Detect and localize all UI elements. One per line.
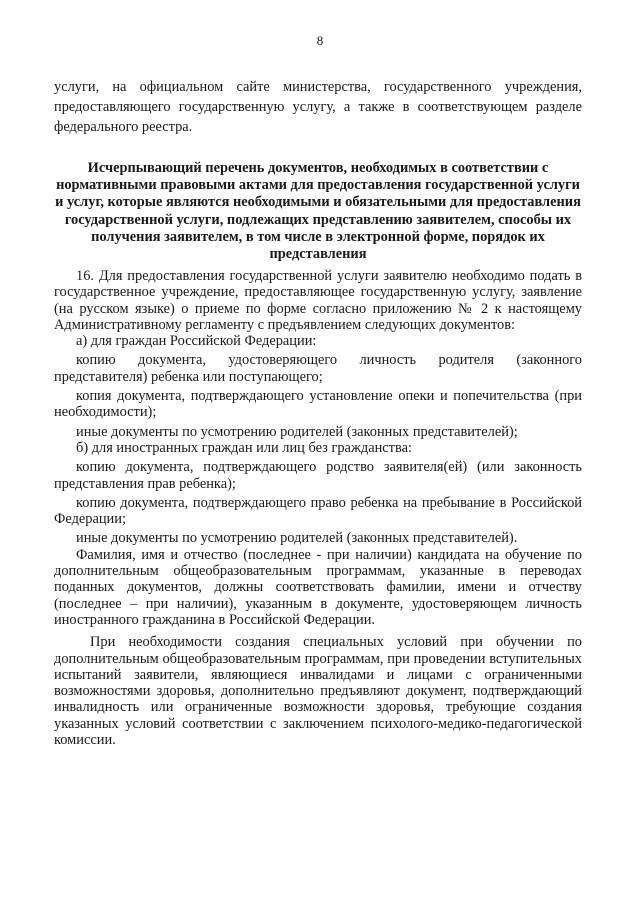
list-item-foreigners: б) для иностранных граждан или лиц без гражданства:: [76, 439, 412, 456]
list-item: копию документа, подтверждающего право ребенка на пребывание в Российской Федерации;: [54, 494, 582, 528]
list-item: копия документа, подтверждающего установление опеки и попечительства (при необходимости);: [54, 388, 582, 421]
list-item: копию документа, подтверждающего родство заявителя(ей) (или законность представления прав ребенка);: [54, 459, 582, 492]
page-number: 8: [316, 33, 324, 48]
list-item: копию документа, удостоверяющего личность родителя (законного представителя) ребенка или поступающего;: [54, 352, 582, 385]
name-requirements-paragraph: Фамилия, имя и отчество (последнее - при наличии) кандидата на обучение по дополнительным общеобразовательным программам, указанные в переводах поданных документов, должны соответствовать фамилии, имени и отчеству (последнее – при наличии), указанным в документе, удостоверяющем личность иностранного гражданина в Российской Федерации.: [54, 546, 582, 628]
paragraph-16: 16. Для предоставления государственной услуги заявителю необходимо подать в государственное учреждение, предоставляющее государственную услугу, заявление (на русском языке) о приеме по форме согласно приложению № 2 к настоящему Административному регламенту с предъявлением следующих документов:: [54, 268, 582, 333]
list-item: иные документы по усмотрению родителей (законных представителей).: [76, 530, 518, 547]
list-item-citizens: а) для граждан Российской Федерации:: [76, 333, 317, 350]
special-conditions-paragraph: При необходимости создания специальных условий при обучении по дополнительным общеобразовательным программам, при проведении вступительных испытаний заявители, являющиеся инвалидами и лицами с ограниченными возможностями здоровья, дополнительно предъявляют документ, подтверждающий инвалидность или ограниченные возможности здоровья, требующие создания указанных условий соответствии с заключением психолого-медико-педагогической комиссии.: [54, 634, 582, 749]
list-item: иные документы по усмотрению родителей (законных представителей);: [76, 423, 518, 440]
section-heading: Исчерпывающий перечень документов, необходимых в соответствии с нормативными правовыми актами для предоставления государственной услуги и услуг, которые являются необходимыми и обязательными для предоставления государственной услуги, подлежащих представлению заявителем, способы их получения заявителем, в том числе в электронной форме, порядок их представления: [55, 160, 581, 263]
intro-paragraph: услуги, на официальном сайте министерства, государственного учреждения, предоставляющего государственную услугу, а также в соответствующем разделе федерального реестра.: [54, 79, 582, 135]
document-body: [54, 268, 582, 748]
